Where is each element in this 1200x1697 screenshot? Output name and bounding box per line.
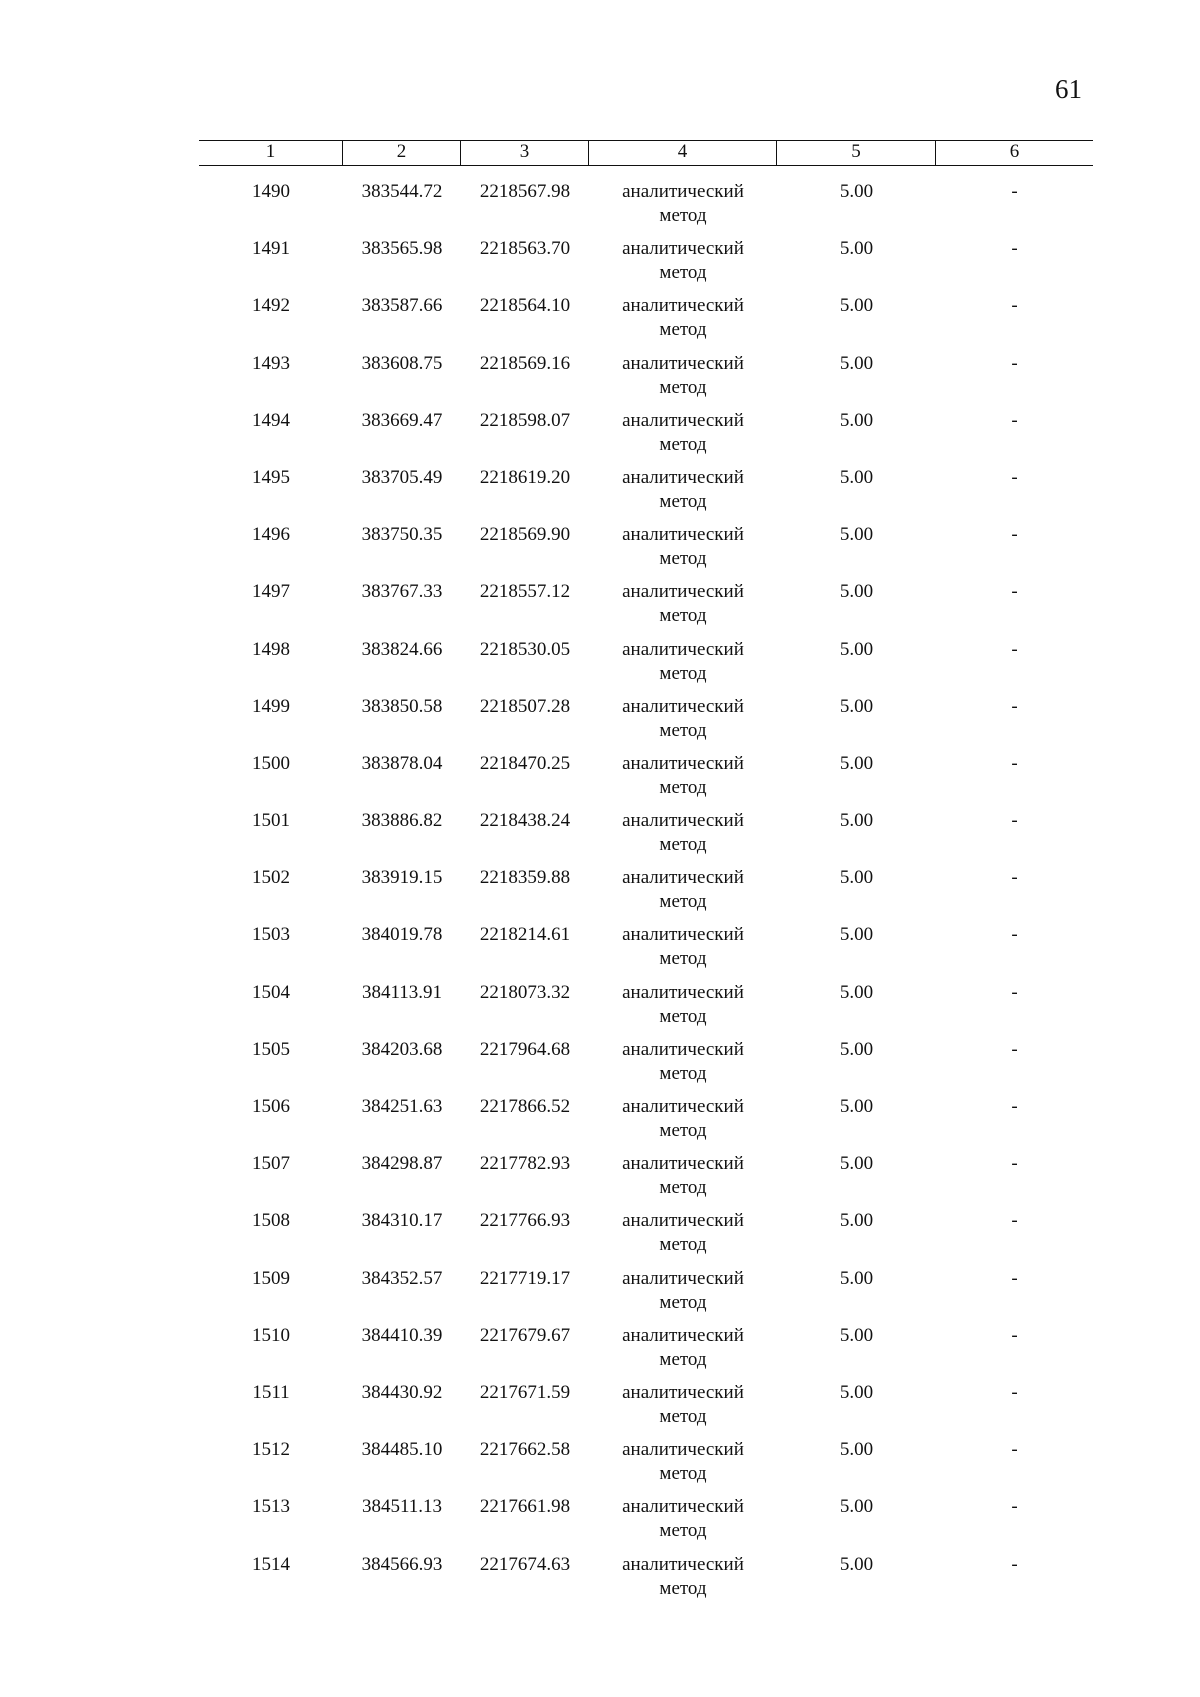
table-row (199, 180, 1093, 237)
cell-x-coordinate: 383544.72 (361, 181, 443, 202)
cell-point-number: 1511 (252, 1381, 290, 1403)
cell-accuracy: 5.00 (839, 352, 874, 374)
cell-x-coordinate: 383750.35 (361, 524, 443, 546)
method-text-line: аналитический (622, 581, 744, 603)
cell-accuracy: 5.00 (839, 181, 874, 202)
cell-method (589, 1553, 777, 1610)
cell-x-coordinate: 384251.63 (361, 1096, 443, 1117)
cell-note: - (1011, 1153, 1018, 1175)
method-text-line: аналитический (622, 1153, 744, 1175)
cell-method (589, 809, 777, 866)
cell-accuracy: 5.00 (839, 524, 874, 546)
cell-accuracy: 5.00 (839, 238, 874, 260)
method-text-line: метод (659, 1405, 707, 1427)
cell-point-number: 1506 (252, 1096, 290, 1117)
table-row (199, 1209, 1093, 1266)
cell-point-number: 1499 (252, 695, 290, 717)
cell-y-coordinate: 2218073.32 (479, 981, 571, 1003)
cell-note: - (1011, 1381, 1018, 1403)
cell-note: - (1011, 1096, 1018, 1117)
cell-x-coordinate: 384298.87 (361, 1153, 443, 1175)
table-row (199, 1495, 1093, 1552)
cell-point-number: 1508 (252, 1210, 290, 1232)
cell-point-number: 1501 (252, 810, 290, 832)
cell-y-coordinate: 2217719.17 (479, 1267, 571, 1289)
method-text-line: аналитический (622, 1210, 744, 1232)
cell-accuracy: 5.00 (839, 1096, 874, 1117)
table-row (199, 1095, 1093, 1152)
cell-y-coordinate: 2218567.98 (479, 181, 571, 202)
cell-point-number: 1491 (252, 238, 290, 260)
method-text-line: аналитический (622, 1267, 744, 1289)
method-text-line: метод (659, 1577, 707, 1599)
cell-method (589, 1209, 777, 1266)
cell-point-number: 1509 (252, 1267, 290, 1289)
method-text-line: метод (659, 1177, 707, 1199)
method-text-line: метод (659, 834, 707, 856)
cell-y-coordinate: 2217964.68 (479, 1038, 571, 1060)
cell-x-coordinate: 384430.92 (361, 1381, 443, 1403)
table-row (199, 1267, 1093, 1324)
method-text-line: аналитический (622, 1496, 744, 1518)
method-text-line: метод (659, 376, 707, 398)
cell-method (589, 866, 777, 923)
table-row (199, 809, 1093, 866)
cell-method (589, 180, 777, 237)
cell-x-coordinate: 384203.68 (361, 1038, 443, 1060)
table-row (199, 638, 1093, 695)
cell-x-coordinate: 383919.15 (361, 867, 443, 889)
cell-method (589, 638, 777, 695)
cell-y-coordinate: 2218359.88 (479, 867, 571, 889)
cell-accuracy: 5.00 (839, 752, 874, 774)
cell-accuracy: 5.00 (839, 638, 874, 660)
cell-note: - (1011, 1324, 1018, 1346)
method-text-line: аналитический (622, 810, 744, 832)
method-text-line: метод (659, 1120, 707, 1141)
cell-x-coordinate: 384019.78 (361, 924, 443, 946)
cell-point-number: 1513 (252, 1496, 290, 1518)
cell-point-number: 1512 (252, 1439, 290, 1461)
cell-x-coordinate: 383565.98 (361, 238, 443, 260)
table-row (199, 1381, 1093, 1438)
cell-point-number: 1510 (252, 1324, 290, 1346)
cell-note: - (1011, 295, 1018, 317)
cell-x-coordinate: 384352.57 (361, 1267, 443, 1289)
cell-point-number: 1514 (252, 1553, 290, 1575)
cell-note: - (1011, 981, 1018, 1003)
cell-y-coordinate: 2217766.93 (479, 1210, 571, 1232)
table-row (199, 237, 1093, 294)
method-text-line: аналитический (622, 524, 744, 546)
method-text-line: метод (659, 1005, 707, 1027)
cell-y-coordinate: 2218507.28 (479, 695, 571, 717)
cell-y-coordinate: 2218530.05 (479, 638, 571, 660)
column-header-2: 2 (343, 141, 461, 165)
method-text-line: аналитический (622, 867, 744, 889)
cell-point-number: 1495 (252, 466, 290, 488)
method-text-line: метод (659, 948, 707, 970)
cell-note: - (1011, 181, 1018, 202)
method-text-line: аналитический (622, 1381, 744, 1403)
cell-x-coordinate: 383587.66 (361, 295, 443, 317)
cell-method (589, 1038, 777, 1095)
table-row (199, 466, 1093, 523)
table-row (199, 866, 1093, 923)
cell-method (589, 1381, 777, 1438)
method-text-line: аналитический (622, 409, 744, 431)
cell-method (589, 523, 777, 580)
method-text-line: аналитический (622, 695, 744, 717)
cell-method (589, 752, 777, 809)
cell-method (589, 352, 777, 409)
cell-note: - (1011, 867, 1018, 889)
cell-point-number: 1502 (252, 867, 290, 889)
cell-method (589, 409, 777, 466)
method-text-line: метод (659, 605, 707, 627)
method-text-line: аналитический (622, 924, 744, 946)
method-text-line: аналитический (622, 238, 744, 260)
cell-accuracy: 5.00 (839, 1210, 874, 1232)
cell-accuracy: 5.00 (839, 466, 874, 488)
cell-accuracy: 5.00 (839, 981, 874, 1003)
cell-x-coordinate: 384485.10 (361, 1439, 443, 1461)
method-text-line: метод (659, 1291, 707, 1313)
cell-point-number: 1504 (252, 981, 290, 1003)
cell-x-coordinate: 383705.49 (361, 466, 443, 488)
cell-note: - (1011, 238, 1018, 260)
cell-y-coordinate: 2217782.93 (479, 1153, 571, 1175)
cell-y-coordinate: 2217674.63 (479, 1553, 571, 1575)
method-text-line: метод (659, 891, 707, 913)
table-row (199, 1038, 1093, 1095)
cell-accuracy: 5.00 (839, 1553, 874, 1575)
table-row (199, 409, 1093, 466)
cell-y-coordinate: 2217661.98 (479, 1496, 571, 1518)
cell-x-coordinate: 384511.13 (361, 1496, 443, 1518)
method-text-line: аналитический (622, 1096, 744, 1117)
cell-x-coordinate: 383767.33 (361, 581, 443, 603)
cell-y-coordinate: 2218470.25 (479, 752, 571, 774)
cell-method (589, 981, 777, 1038)
cell-point-number: 1493 (252, 352, 290, 374)
cell-note: - (1011, 695, 1018, 717)
method-text-line: аналитический (622, 466, 744, 488)
cell-note: - (1011, 1267, 1018, 1289)
cell-method (589, 1095, 777, 1152)
table-header (199, 140, 1093, 166)
cell-y-coordinate: 2218557.12 (479, 581, 571, 603)
cell-point-number: 1492 (252, 295, 290, 317)
cell-accuracy: 5.00 (839, 1381, 874, 1403)
cell-accuracy: 5.00 (839, 810, 874, 832)
method-text-line: метод (659, 433, 707, 455)
cell-note: - (1011, 524, 1018, 546)
column-header-4: 4 (589, 141, 777, 165)
method-text-line: метод (659, 1062, 707, 1084)
method-text-line: аналитический (622, 752, 744, 774)
cell-accuracy: 5.00 (839, 1324, 874, 1346)
column-header-1: 1 (199, 141, 343, 165)
cell-accuracy: 5.00 (839, 1439, 874, 1461)
cell-method (589, 695, 777, 752)
method-text-line: метод (659, 319, 707, 341)
cell-method (589, 466, 777, 523)
method-text-line: метод (659, 205, 707, 226)
cell-y-coordinate: 2218438.24 (479, 810, 571, 832)
column-header-6: 6 (1009, 141, 1020, 162)
cell-y-coordinate: 2218569.90 (479, 524, 571, 546)
method-text-line: метод (659, 548, 707, 570)
method-text-line: метод (659, 719, 707, 741)
cell-accuracy: 5.00 (839, 581, 874, 603)
method-text-line: аналитический (622, 1439, 744, 1461)
cell-y-coordinate: 2218569.16 (479, 352, 571, 374)
cell-method (589, 294, 777, 351)
table-row (199, 1324, 1093, 1381)
table-row (199, 580, 1093, 637)
method-text-line: аналитический (622, 981, 744, 1003)
cell-y-coordinate: 2218214.61 (479, 924, 571, 946)
cell-method (589, 1438, 777, 1495)
cell-method (589, 1267, 777, 1324)
table-row (199, 352, 1093, 409)
cell-point-number: 1497 (252, 581, 290, 603)
method-text-line: метод (659, 490, 707, 512)
method-text-line: аналитический (622, 352, 744, 374)
column-header-3: 3 (461, 141, 589, 165)
cell-y-coordinate: 2218564.10 (479, 295, 571, 317)
cell-point-number: 1496 (252, 524, 290, 546)
cell-method (589, 1495, 777, 1552)
cell-x-coordinate: 384310.17 (361, 1210, 443, 1232)
method-text-line: аналитический (622, 638, 744, 660)
cell-x-coordinate: 383669.47 (361, 409, 443, 431)
cell-accuracy: 5.00 (839, 1267, 874, 1289)
table-row (199, 1553, 1093, 1610)
method-text-line: метод (659, 1520, 707, 1542)
cell-note: - (1011, 409, 1018, 431)
method-text-line: метод (659, 262, 707, 284)
table-row (199, 752, 1093, 809)
cell-y-coordinate: 2217662.58 (479, 1439, 571, 1461)
method-text-line: метод (659, 776, 707, 798)
cell-x-coordinate: 383878.04 (361, 752, 443, 774)
cell-x-coordinate: 384113.91 (361, 981, 443, 1003)
cell-accuracy: 5.00 (839, 867, 874, 889)
cell-note: - (1011, 1439, 1018, 1461)
cell-accuracy: 5.00 (839, 1496, 874, 1518)
cell-method (589, 237, 777, 294)
cell-point-number: 1494 (252, 409, 290, 431)
method-text-line: аналитический (622, 1324, 744, 1346)
method-text-line: метод (659, 1463, 707, 1485)
cell-point-number: 1505 (252, 1038, 290, 1060)
cell-method (589, 923, 777, 980)
method-text-line: метод (659, 662, 707, 684)
cell-point-number: 1490 (252, 181, 290, 202)
method-text-line: аналитический (622, 1038, 744, 1060)
cell-note: - (1011, 466, 1018, 488)
cell-note: - (1011, 1496, 1018, 1518)
cell-accuracy: 5.00 (839, 295, 874, 317)
cell-y-coordinate: 2218563.70 (479, 238, 571, 260)
cell-method (589, 1152, 777, 1209)
cell-y-coordinate: 2218619.20 (479, 466, 571, 488)
cell-y-coordinate: 2218598.07 (479, 409, 571, 431)
method-text-line: аналитический (622, 295, 744, 317)
table-row (199, 981, 1093, 1038)
cell-x-coordinate: 383850.58 (361, 695, 443, 717)
cell-accuracy: 5.00 (839, 1038, 874, 1060)
cell-note: - (1011, 924, 1018, 946)
table-row (199, 1152, 1093, 1209)
page-number: 61 (1055, 74, 1082, 104)
cell-note: - (1011, 352, 1018, 374)
method-text-line: метод (659, 1234, 707, 1256)
table-row (199, 294, 1093, 351)
cell-note: - (1011, 638, 1018, 660)
cell-note: - (1011, 1210, 1018, 1232)
cell-note: - (1011, 1038, 1018, 1060)
cell-accuracy: 5.00 (839, 924, 874, 946)
cell-accuracy: 5.00 (839, 409, 874, 431)
cell-x-coordinate: 383608.75 (361, 352, 443, 374)
cell-note: - (1011, 752, 1018, 774)
table-row (199, 523, 1093, 580)
cell-x-coordinate: 384566.93 (361, 1553, 443, 1575)
table-row (199, 923, 1093, 980)
method-text-line: метод (659, 1348, 707, 1370)
cell-note: - (1011, 810, 1018, 832)
cell-note: - (1011, 1553, 1018, 1575)
cell-point-number: 1503 (252, 924, 290, 946)
method-text-line: аналитический (622, 181, 744, 202)
cell-method (589, 1324, 777, 1381)
cell-y-coordinate: 2217866.52 (479, 1096, 571, 1117)
cell-x-coordinate: 383824.66 (361, 638, 443, 660)
cell-point-number: 1498 (252, 638, 290, 660)
cell-note: - (1011, 581, 1018, 603)
cell-method (589, 580, 777, 637)
method-text-line: аналитический (622, 1553, 744, 1575)
column-header-5: 5 (777, 141, 936, 165)
cell-accuracy: 5.00 (839, 1153, 874, 1175)
cell-y-coordinate: 2217679.67 (479, 1324, 571, 1346)
table-body (199, 180, 1093, 1610)
cell-x-coordinate: 383886.82 (361, 810, 443, 832)
cell-y-coordinate: 2217671.59 (479, 1381, 571, 1403)
cell-point-number: 1507 (252, 1153, 290, 1175)
table-row (199, 1438, 1093, 1495)
cell-accuracy: 5.00 (839, 695, 874, 717)
table-row (199, 695, 1093, 752)
cell-point-number: 1500 (252, 752, 290, 774)
cell-x-coordinate: 384410.39 (361, 1324, 443, 1346)
